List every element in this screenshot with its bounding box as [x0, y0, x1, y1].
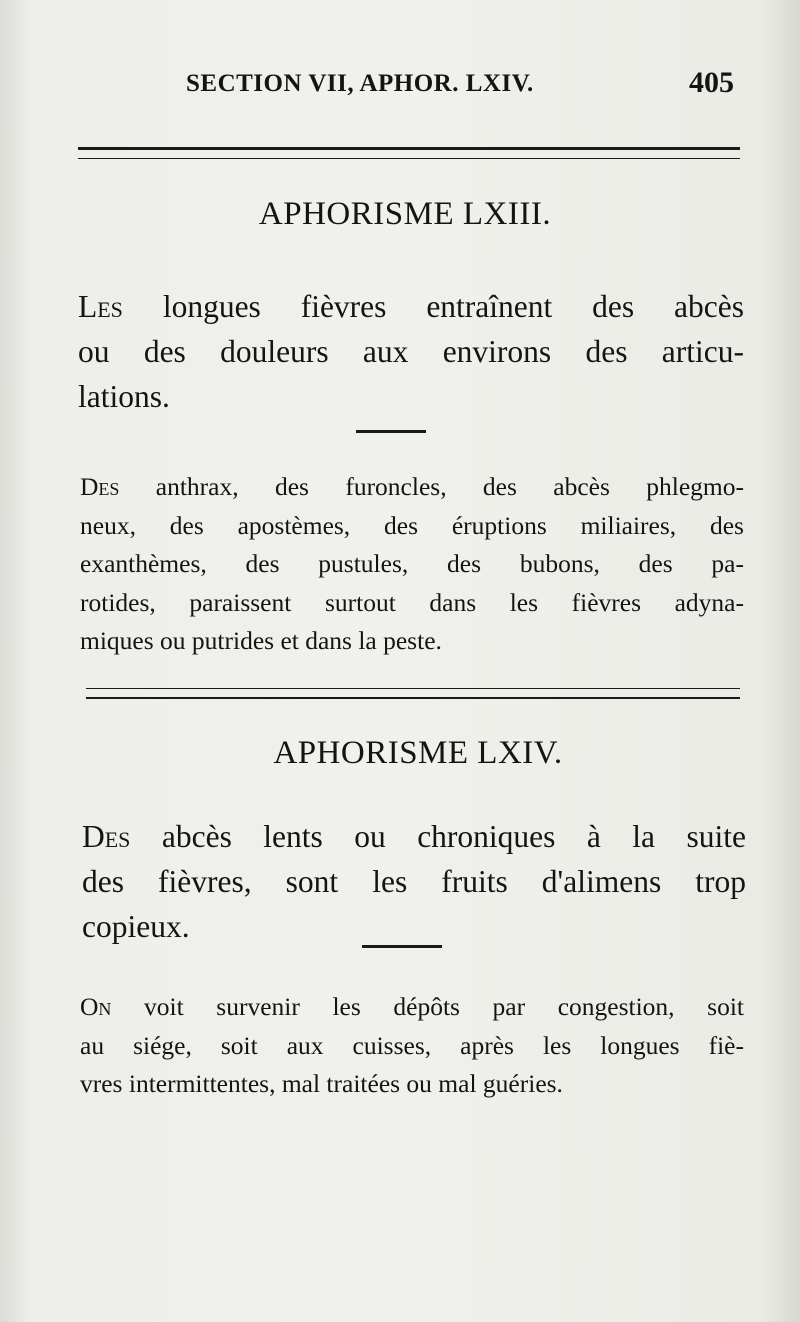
page-header [78, 64, 738, 104]
running-head: SECTION VII, APHOR. LXIV. [186, 70, 534, 97]
page-number: 405 [689, 66, 734, 99]
line-text: anthrax, des furoncles, des abcès phlegmo- [119, 472, 744, 501]
section-short-rule [362, 945, 442, 948]
text-line: des fièvres, sont les fruits d'alimens trop [82, 864, 746, 899]
lead-word: On [80, 992, 112, 1021]
section-short-rule [356, 430, 426, 433]
section-double-rule [86, 688, 740, 699]
lead-word: Des [82, 819, 131, 854]
text-line: neux, des apostèmes, des éruptions miliaires, des [80, 510, 744, 540]
text-line: ou des douleurs aux environs des articu- [78, 334, 744, 369]
header-double-rule [78, 147, 740, 159]
text-line: rotides, paraissent surtout dans les fièvres adyna- [80, 587, 744, 617]
text-line: lations. [78, 379, 170, 414]
aphorism-63-text [78, 284, 744, 419]
text-line: copieux. [82, 909, 190, 944]
text-line [80, 988, 744, 1027]
text-line [80, 468, 744, 507]
text-line: miques ou putrides et dans la peste. [80, 626, 442, 655]
text-line [78, 284, 744, 329]
commentary-64-text [80, 988, 744, 1104]
line-text: voit survenir les dépôts par congestion, soit [111, 992, 744, 1021]
lead-word: Les [78, 289, 123, 324]
text-line [82, 814, 746, 859]
aphorism-64-text [82, 814, 746, 949]
text-line: exanthèmes, des pustules, des bubons, des pa- [80, 549, 744, 578]
line-text: longues fièvres entraînent des abcès [122, 289, 744, 324]
commentary-63-text [80, 468, 744, 661]
line-text: abcès lents ou chroniques à la suite [130, 819, 746, 854]
text-line: vres intermittentes, mal traitées ou mal guéries. [80, 1069, 563, 1098]
aphorism-63-title: APHORISME LXIII. [258, 196, 552, 232]
text-line: au siége, soit aux cuisses, après les longues fiè- [80, 1030, 744, 1060]
aphorism-64-title: APHORISME LXIV. [273, 735, 563, 771]
lead-word: Des [80, 472, 120, 501]
